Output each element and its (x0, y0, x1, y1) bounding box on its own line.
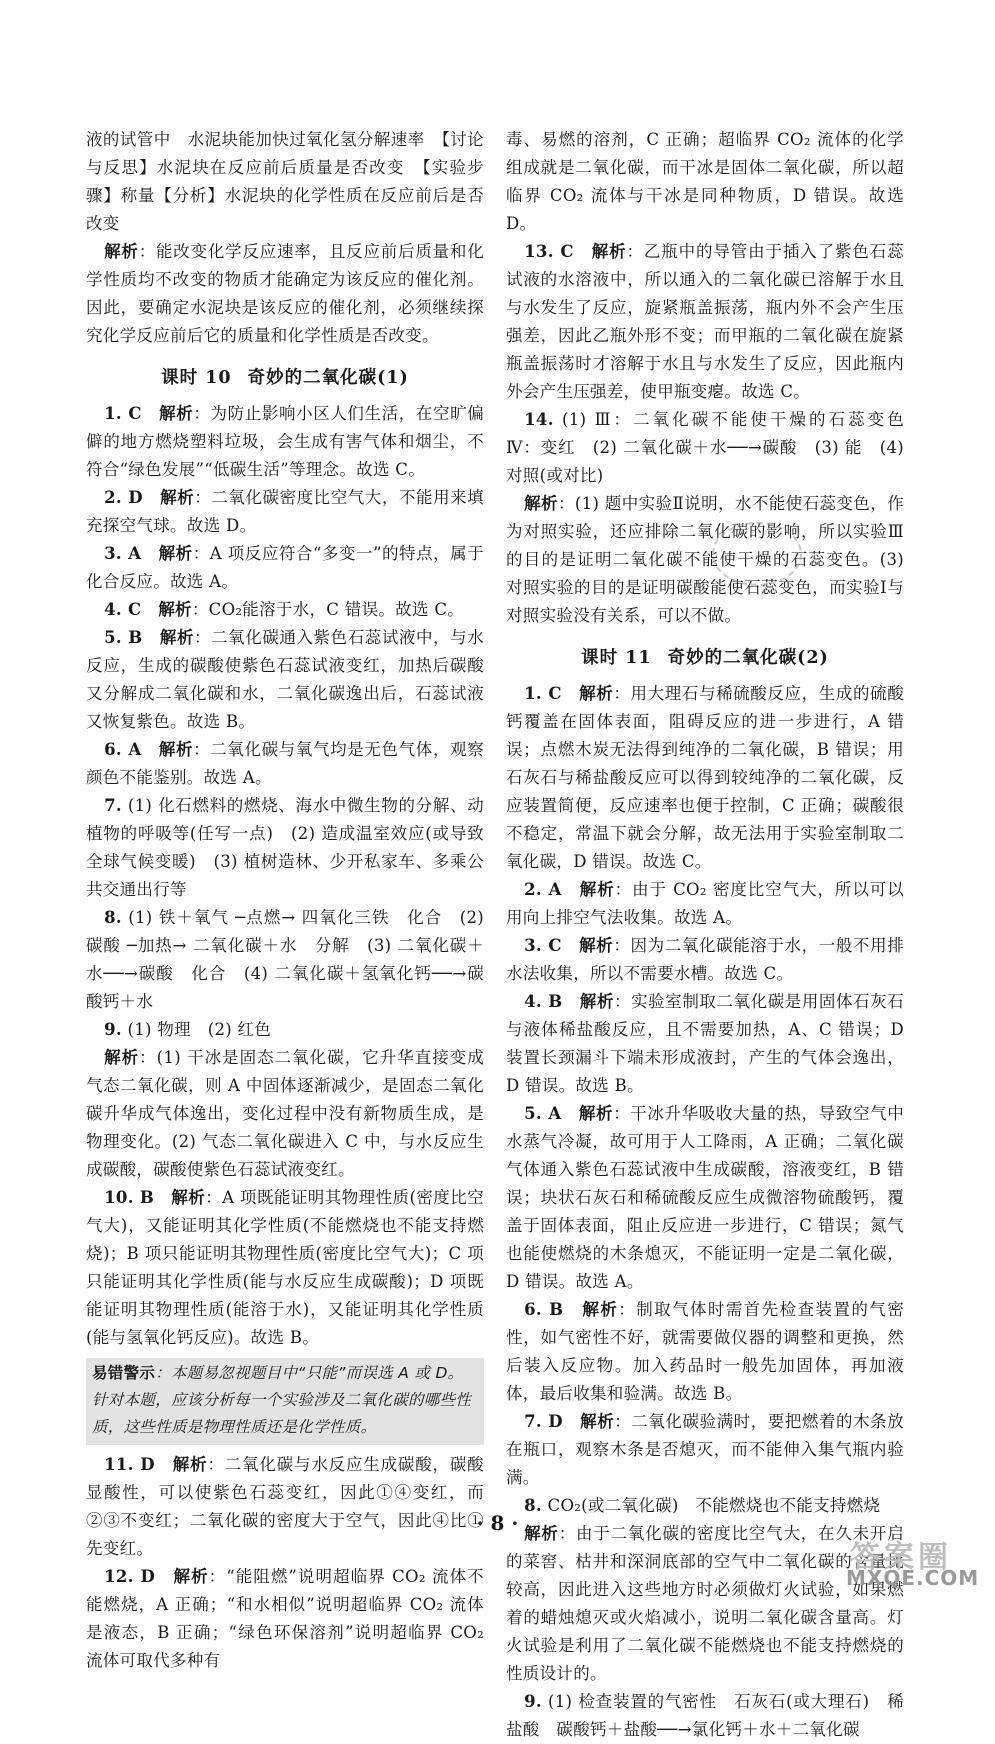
lesson-11-heading: 课时 11 奇妙的二氧化碳(2) (581, 648, 829, 668)
intro-analysis: 解析：能改变化学反应速率，且反应前后质量和化学性质均不改变的物质才能确定为该反应的催化剂。因此，要确定水泥块是该反应的催化剂，必须继续探究化学反应前后它的质量和化学性质是否改变。 (86, 242, 484, 345)
answer-item: 8. (1) 铁＋氧气 ─点燃→ 四氧化三铁 化合 (2) 碳酸 ─加热→ 二氧化碳＋水 分解 (3) 二氧化碳＋水──→碳酸 化合 (4) 二氧化碳＋氢氧化钙──→碳酸钙＋水 (86, 908, 484, 1011)
answer-item: 3. C 解析：因为二氧化碳能溶于水，一般不用排水法收集，所以不需要水槽。故选 C。 (506, 936, 904, 983)
continued-text: 毒、易燃的溶剂，C 正确；超临界 CO₂ 流体的化学组成就是二氧化碳，而干冰是固体二氧化碳，所以超临界 CO₂ 流体与干冰是同种物质，D 错误。故选 D。 (506, 130, 904, 233)
answer-item: 9. (1) 物理 (2) 红色 (104, 1020, 272, 1039)
answer-item: 10. B 解析：A 项既能证明其物理性质(密度比空气大)，又能证明其化学性质(不能燃烧也不能支持燃烧)；B 项只能证明其物理性质(密度比空气大)；C 项只能证明其化学性质(能与水反应生成碳酸)；D 项既能证明其物理性质(能溶于水)，又能证明其化学性质(能与氢氧化钙反应)。故选 B。 (86, 1188, 485, 1347)
answer-item: 5. A 解析：干冰升华吸收大量的热，导致空气中水蒸气冷凝，故可用于人工降雨，A 正确；二氧化碳气体通入紫色石蕊试液中生成碳酸，溶液变红，B 错误；块状石灰石和稀硫酸反应生成微溶物硫酸钙，覆盖于固体表面，阻止反应进一步进行，C 错误；氮气也能使燃烧的木条熄灭，不能证明一定是二氧化碳，D 错误。故选 A。 (506, 1104, 904, 1291)
answer-item: 14. (1) Ⅲ：二氧化碳不能使干燥的石蕊变色 Ⅳ：变红 (2) 二氧化碳＋水──→碳酸 (3) 能 (4) 对照(或对比) (506, 410, 921, 485)
answer-item: 11. D 解析：二氧化碳与水反应生成碳酸，碳酸显酸性，可以使紫色石蕊变红，因此①④变红，而②③不变红；二氧化碳的密度大于空气，因此④比①先变红。 (86, 1455, 484, 1558)
answer-item: 4. C 解析：CO₂能溶于水，C 错误。故选 C。 (104, 600, 465, 619)
answer-item: 6. B 解析：制取气体时需首先检查装置的气密性，如气密性不好，就需要做仪器的调整和更换，然后装入反应物。加入药品时一般先加固体，再加液体，最后收集和验满。故选 B。 (506, 1300, 904, 1403)
watermark-logo (832, 1532, 982, 1592)
answer-item: 7. (1) 化石燃料的燃烧、海水中微生物的分解、动植物的呼吸等(任写一点) (2) 造成温室效应(或导致全球气候变暖) (3) 植树造林、少开私家车、多乘公共交通出行等 (86, 796, 484, 899)
error-warning-box: 易错警示：本题易忽视题目中“只能”而误选 A 或 D。针对本题，应该分析每一个实验涉及二氧化碳的哪些性质，这些性质是物理性质还是化学性质。 (86, 1358, 484, 1445)
analysis-item: 解析：由于二氧化碳的密度比空气大，在久未开启的菜窖、枯井和深洞底部的空气中二氧化碳的含量比较高，因此进入这些地方时必须做灯火试验，如果燃着的蜡烛熄灭或火焰减小，说明二氧化碳含量高。灯火试验是利用了二氧化碳不能燃烧也不能支持燃烧的性质设计的。 (506, 1524, 904, 1683)
intro-answer: 液的试管中 水泥块能加快过氧化氢分解速率 【讨论与反思】水泥块在反应前后质量是否改变 【实验步骤】称量【分析】水泥块的化学性质在反应前后是否改变 (86, 130, 484, 233)
answer-item: 3. A 解析：A 项反应符合“多变一”的特点，属于化合反应。故选 A。 (86, 544, 485, 591)
answer-item: 1. C 解析：为防止影响小区人们生活，在空旷偏僻的地方燃烧塑料垃圾，会生成有害气体和烟尘，不符合“绿色发展”“低碳生活”等理念。故选 C。 (86, 404, 484, 479)
answer-item: 2. A 解析：由于 CO₂ 密度比空气大，所以可以用向上排空气法收集。故选 A。 (506, 880, 904, 927)
left-column (86, 126, 484, 1675)
stamp-mark (712, 522, 802, 586)
answer-item: 5. B 解析：二氧化碳通入紫色石蕊试液中，与水反应，生成的碳酸使紫色石蕊试液变红，加热后碳酸又分解成二氧化碳和水，二氧化碳逸出后，石蕊试液又恢复紫色。故选 B。 (86, 628, 485, 731)
answer-item: 2. D 解析：二氧化碳密度比空气大，不能用来填充探空气球。故选 D。 (86, 488, 484, 535)
answer-item: 12. D 解析：“能阻燃”说明超临界 CO₂ 流体不能燃烧，A 正确；“和水相似”说明超临界 CO₂ 流体是液态，B 正确；“绿色环保溶剂”说明超临界 CO₂ 流体可取代多种有 (86, 1567, 484, 1670)
answer-item: 6. A 解析：二氧化碳与氧气均是无色气体，观察颜色不能鉴别。故选 A。 (86, 740, 484, 787)
analysis-item: 解析：(1) 干冰是固态二氧化碳，它升华直接变成气态二氧化碳，则 A 中固体逐渐减少，是固态二氧化碳升华成气体逸出，变化过程中没有新物质生成，是物理变化。(2) 气态二氧化碳进入 C 中，与水反应生成碳酸，碳酸使紫色石蕊试液变红。 (86, 1048, 485, 1179)
analysis-item: 解析：(1) 题中实验Ⅱ说明，水不能使石蕊变色，作为对照实验，还应排除二氧化碳的影响，所以实验Ⅲ的目的是证明二氧化碳不能使干燥的石蕊变色。(3) 对照实验的目的是证明碳酸能使石蕊变色，而实验Ⅰ与对照实验没有关系，可以不做。 (506, 494, 904, 625)
answer-item: 9. (1) 检查装置的气密性 石灰石(或大理石) 稀盐酸 碳酸钙＋盐酸──→氯化钙＋水＋二氧化碳 (506, 1692, 904, 1739)
logo-text: 答案圈 (850, 1540, 952, 1575)
lesson-10-heading: 课时 10 奇妙的二氧化碳(1) (161, 368, 409, 388)
answer-item: 4. B 解析：实验室制取二氧化碳是用固体石灰石与液体稀盐酸反应，且不需要加热，A、C 错误；D 装置长颈漏斗下端未形成液封，产生的气体会逸出，D 错误。故选 B。 (506, 992, 905, 1095)
page-number: · 8 · (476, 1511, 519, 1535)
logo-url: MXQE.COM (846, 1566, 980, 1590)
answer-item: 13. C 解析：乙瓶中的导管由于插入了紫色石蕊试液的水溶液中，所以通入的二氧化碳已溶解于水且与水发生了反应，旋紧瓶盖振荡，瓶内外不会产生压强差，因此乙瓶外形不变；而甲瓶的二氧化碳在旋紧瓶盖振荡时才溶解于水且与水发生了反应，因此瓶内外会产生压强差，使甲瓶变瘪。故选 C。 (506, 242, 904, 401)
answer-item: 7. D 解析：二氧化碳验满时，要把燃着的木条放在瓶口，观察木条是否熄灭，而不能伸入集气瓶内验满。 (506, 1412, 904, 1487)
answer-item: 1. C 解析：用大理石与稀硫酸反应，生成的硫酸钙覆盖在固体表面，阻碍反应的进一步进行，A 错误；点燃木炭无法得到纯净的二氧化碳，B 错误；用石灰石与稀盐酸反应可以得到较纯净的二氧化碳，反应装置简便，反应速率也便于控制，C 正确；碳酸很不稳定，常温下就会分解，故无法用于实验室制取二氧化碳，D 错误。故选 C。 (506, 684, 904, 871)
answer-item: 8. CO₂(或二氧化碳) 不能燃烧也不能支持燃烧 (524, 1496, 881, 1515)
